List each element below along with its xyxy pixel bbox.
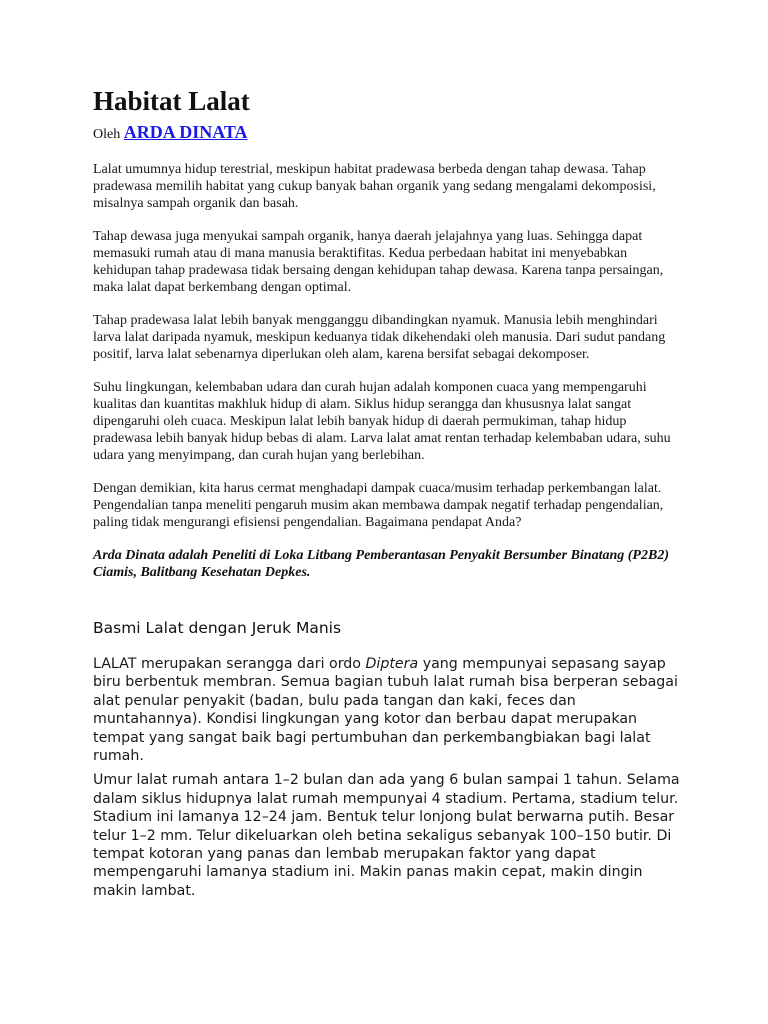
section-title: Basmi Lalat dengan Jeruk Manis bbox=[93, 619, 342, 637]
paragraph: Tahap dewasa juga menyukai sampah organik, hanya daerah jelajahnya yang luas. Sehingga dapat memasuki rumah atau di mana manusia beraktifitas. Kedua perbedaan habitat ini menyebabkan kehidupan tahap pradewasa tidak bersaing dengan kehidupan tahap dewasa. Karena tanpa persaingan, maka lalat dapat berkembang dengan optimal. bbox=[93, 229, 664, 295]
section-paragraph: Umur lalat rumah antara 1–2 bulan dan ada yang 6 bulan sampai 1 tahun. Selama dalam siklus hidupnya lalat rumah mempunyai 4 stadium. Pertama, stadium telur. Stadium ini lamanya 12–24 jam. Bentuk telur lonjong bulat berwarna putih. Besar telur 1–2 mm. Telur dikeluarkan oleh betina sekaligus sebanyak 100–150 butir. Di tempat kotoran yang panas dan lembab merupakan faktor yang dapat mempengaruhi lamanya stadium ini. Makin panas makin cepat, makin dingin makin lambat. bbox=[93, 772, 680, 899]
paragraph: Dengan demikian, kita harus cermat menghadapi dampak cuaca/musim terhadap perkembangan lalat. Pengendalian tanpa meneliti pengaruh musim akan membawa dampak negatif terhadap pengendalian, paling tidak mengurangi efisiensi pengendalian. Bagaimana pendapat Anda? bbox=[93, 481, 664, 530]
byline bbox=[93, 120, 683, 147]
document-page bbox=[93, 84, 683, 900]
paragraph-text: LALAT merupakan serangga dari ordo bbox=[93, 656, 366, 672]
paragraph: Suhu lingkungan, kelembaban udara dan curah hujan adalah komponen cuaca yang mempengaruhi kualitas dan kuantitas makhluk hidup di alam. Siklus hidup serangga dan khususnya lalat sangat dipengaruhi oleh cuaca. Meskipun lalat lebih banyak hidup di daerah permukiman, tahap hidup pradewasa lebih banyak hidup bebas di alam. Larva lalat amat rentan terhadap kelembaban udara, suhu udara yang menyimpang, dan curah hujan yang berlebihan. bbox=[93, 380, 671, 463]
author-note: Arda Dinata adalah Peneliti di Loka Litbang Pemberantasan Penyakit Bersumber Binatang (P2B2) Ciamis, Balitbang Kesehatan Depkes. bbox=[93, 548, 669, 580]
paragraph-text: yang mempunyai sepasang sayap biru berbentuk membran. Semua bagian tubuh lalat rumah bisa berperan sebagai alat penular penyakit (badan, bulu pada tangan dan kaki, feces dan muntahannya). Kondisi lingkungan yang kotor dan berbau dapat merupakan tempat yang sangat baik bagi pertumbuhan dan perkembangbiakan bagi lalat rumah. bbox=[93, 656, 678, 765]
paragraph: Lalat umumnya hidup terestrial, meskipun habitat pradewasa berbeda dengan tahap dewasa. Tahap pradewasa memilih habitat yang cukup banyak bahan organik yang sedang mengalami dekomposisi, misalnya sampah organik dan basah. bbox=[93, 162, 656, 211]
author-link[interactable]: ARDA DINATA bbox=[123, 122, 248, 142]
section-paragraph bbox=[93, 655, 683, 765]
italic-term: Diptera bbox=[365, 656, 419, 672]
paragraph: Tahap pradewasa lalat lebih banyak mengganggu dibandingkan nyamuk. Manusia lebih menghindari larva lalat daripada nyamuk, meskipun keduanya tidak dikehendaki oleh manusia. Dari sudut pandang positif, larva lalat sebenarnya diperlukan oleh alam, karena bersifat sebagai dekomposer. bbox=[93, 313, 666, 362]
page-title: Habitat Lalat bbox=[93, 86, 250, 116]
byline-prefix: Oleh bbox=[93, 127, 121, 142]
